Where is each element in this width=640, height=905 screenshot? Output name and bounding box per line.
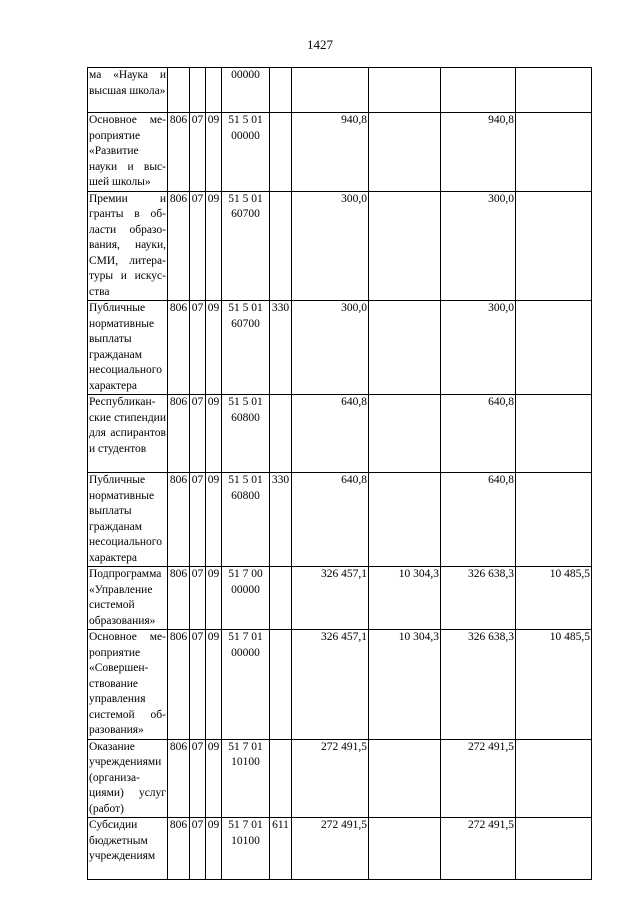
amount-year2-cell: 272 491,5 [441,818,516,880]
expense-type-cell [270,567,292,630]
target-article-cell [222,739,270,818]
row-name-cell: Основное мероприятие «Совершенствование управления системой образования» [88,630,168,740]
expense-type-cell [270,113,292,192]
amount-year1-subvention-cell [369,68,441,113]
row-name-cell: Премии и гранты в области образования, науки, СМИ, литературы и искусства [88,191,168,301]
table-row [88,818,592,880]
row-name-cell: Субсидии бюджетным учреждениям [88,818,168,880]
table-row [88,739,592,818]
target-article-cell [222,68,270,113]
amount-year1-cell: 326 457,1 [292,567,369,630]
amount-year1-subvention-cell [369,473,441,567]
table-row [88,567,592,630]
amount-year1-subvention-cell [369,818,441,880]
row-name-cell: Республиканские стипендии для аспирантов и студентов [88,395,168,473]
subsection-code-cell [206,68,222,113]
row-name-cell: ма «Наука и высшая школа» [88,68,168,113]
amount-year1-subvention-cell [369,191,441,301]
amount-year1-subvention-cell: 10 304,3 [369,630,441,740]
amount-year1-cell: 272 491,5 [292,739,369,818]
target-article-cell [222,630,270,740]
section-code-cell [190,68,206,113]
target-article-part2: 10100 [231,756,260,768]
expense-type-cell: 330 [270,473,292,567]
row-name-cell: Публичные нормативные выплаты гражданам несоциального характера [88,473,168,567]
amount-year1-cell: 640,8 [292,473,369,567]
section-code-cell: 07 [190,113,206,192]
table-row [88,68,592,113]
subsection-code-cell: 09 [206,739,222,818]
amount-year2-subvention-cell: 10 485,5 [516,630,592,740]
expense-type-cell [270,739,292,818]
ministry-code-cell: 806 [168,567,190,630]
subsection-code-cell: 09 [206,191,222,301]
subsection-code-cell: 09 [206,301,222,395]
section-code-cell: 07 [190,473,206,567]
table-row [88,301,592,395]
ministry-code-cell: 806 [168,113,190,192]
table-row [88,191,592,301]
target-article-part1: 51 7 00 [228,568,263,580]
budget-table [87,67,592,880]
subsection-code-cell: 09 [206,630,222,740]
expense-type-cell [270,630,292,740]
ministry-code-cell [168,68,190,113]
amount-year2-cell: 326 638,3 [441,630,516,740]
target-article-part2: 00000 [231,646,260,659]
target-article-part2: 10100 [231,834,260,847]
amount-year2-subvention-cell [516,113,592,192]
table-row [88,473,592,567]
subsection-code-cell: 09 [206,473,222,567]
amount-year2-cell: 940,8 [441,113,516,192]
amount-year1-cell: 300,0 [292,301,369,395]
amount-year2-cell: 272 491,5 [441,739,516,818]
amount-year2-subvention-cell [516,739,592,818]
target-article-part1: 51 5 01 [228,192,263,205]
row-name-cell: Оказание учреждениями (организациями) услуг (работ) [88,739,168,818]
ministry-code-cell: 806 [168,739,190,818]
target-article-cell [222,301,270,395]
target-article-cell [222,473,270,567]
section-code-cell: 07 [190,191,206,301]
target-article-part2: 00000 [231,129,260,142]
expense-type-cell [270,68,292,113]
target-article-part1: 51 5 01 [228,302,263,314]
amount-year1-subvention-cell [369,301,441,395]
amount-year1-cell: 272 491,5 [292,818,369,880]
amount-year2-cell: 300,0 [441,191,516,301]
row-name-cell: Публичные нормативные выплаты гражданам несоциального характера [88,301,168,395]
subsection-code-cell: 09 [206,818,222,880]
target-article-part2: 60800 [231,411,260,424]
subsection-code-cell: 09 [206,395,222,473]
section-code-cell: 07 [190,818,206,880]
target-article-cell [222,818,270,880]
table-row [88,395,592,473]
expense-type-cell: 330 [270,301,292,395]
amount-year2-cell: 326 638,3 [441,567,516,630]
amount-year1-subvention-cell [369,739,441,818]
amount-year2-subvention-cell [516,818,592,880]
target-article-part1: 51 5 01 [228,474,263,486]
amount-year2-subvention-cell [516,473,592,567]
section-code-cell: 07 [190,301,206,395]
table-row [88,113,592,192]
target-article-cell [222,113,270,192]
amount-year1-cell: 940,8 [292,113,369,192]
ministry-code-cell: 806 [168,301,190,395]
target-article-part2: 60800 [231,489,260,502]
target-article-part1: 51 5 01 [228,396,263,408]
page-number: 1427 [307,37,333,52]
amount-year2-subvention-cell [516,191,592,301]
amount-year1-cell [292,68,369,113]
row-name-cell: Подпрограмма «Управление системой образования» [88,567,168,630]
target-article-part1: 51 7 01 [228,819,263,831]
target-article-cell [222,567,270,630]
amount-year1-cell: 326 457,1 [292,630,369,740]
ministry-code-cell: 806 [168,191,190,301]
expense-type-cell: 611 [270,818,292,880]
section-code-cell: 07 [190,630,206,740]
amount-year1-subvention-cell: 10 304,3 [369,567,441,630]
amount-year2-subvention-cell: 10 485,5 [516,567,592,630]
target-article-part2: 00000 [231,583,260,596]
expense-type-cell [270,395,292,473]
amount-year1-cell: 300,0 [292,191,369,301]
target-article-part1: 51 5 01 [228,114,263,126]
amount-year2-subvention-cell [516,68,592,113]
target-article-part2: 60700 [231,317,260,330]
subsection-code-cell: 09 [206,113,222,192]
amount-year2-subvention-cell [516,395,592,473]
section-code-cell: 07 [190,395,206,473]
section-code-cell: 07 [190,739,206,818]
target-article-cell [222,191,270,301]
target-article-part1: 51 7 01 [228,740,263,753]
table-row [88,630,592,740]
amount-year2-cell: 640,8 [441,395,516,473]
subsection-code-cell: 09 [206,567,222,630]
target-article-part2: 60700 [231,208,260,220]
row-name-cell: Основное мероприятие «Развитие науки и высшей школы» [88,113,168,192]
amount-year1-cell: 640,8 [292,395,369,473]
target-article-part1: 51 7 01 [228,631,263,643]
target-article-part2: 00000 [231,69,260,81]
ministry-code-cell: 806 [168,395,190,473]
target-article-cell [222,395,270,473]
amount-year2-cell [441,68,516,113]
ministry-code-cell: 806 [168,473,190,567]
ministry-code-cell: 806 [168,630,190,740]
expense-type-cell [270,191,292,301]
section-code-cell: 07 [190,567,206,630]
amount-year2-cell: 300,0 [441,301,516,395]
amount-year1-subvention-cell [369,395,441,473]
ministry-code-cell: 806 [168,818,190,880]
amount-year2-cell: 640,8 [441,473,516,567]
amount-year1-subvention-cell [369,113,441,192]
amount-year2-subvention-cell [516,301,592,395]
